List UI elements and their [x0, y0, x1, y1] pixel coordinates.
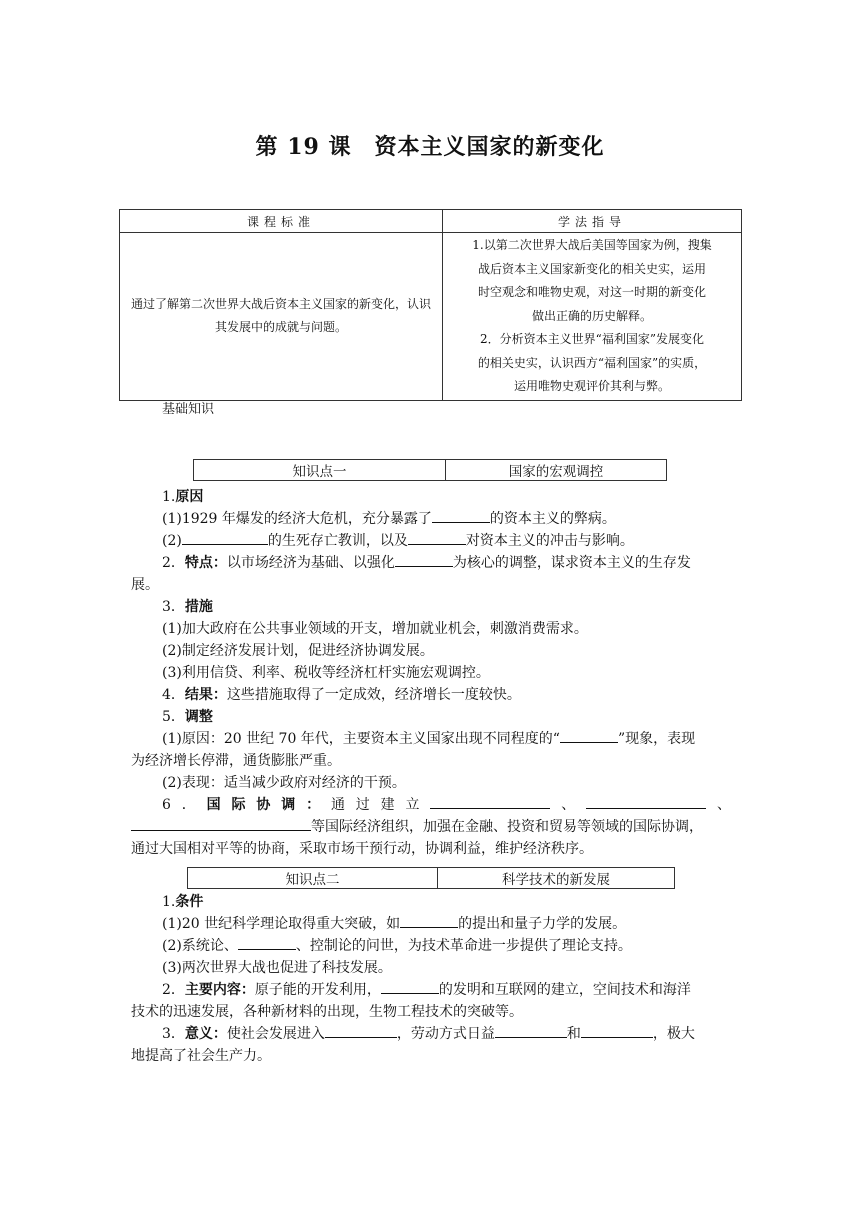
knowledge-point-1-topic: 国家的宏观调控 — [446, 460, 667, 481]
para: (2)制定经济发展计划，促进经济协调发展。 — [162, 643, 434, 659]
curriculum-standard-text: 通过了解第二次世界大战后资本主义国家的新变化，认识其发展中的成就与问题。 — [120, 233, 443, 401]
fill-blank[interactable] — [581, 1023, 653, 1038]
guide-line: 战后资本主义国家新变化的相关史实，运用 — [477, 261, 706, 276]
knowledge-point-2-topic: 科学技术的新发展 — [438, 868, 675, 889]
fill-blank[interactable] — [381, 979, 439, 994]
para: 2．主要内容：原子能的开发利用， 的发明和互联网的建立，空间技术和海洋 — [131, 979, 731, 1001]
fill-blank[interactable] — [238, 935, 296, 950]
fill-blank[interactable] — [495, 1023, 567, 1038]
para: 地提高了社会生产力。 — [131, 1048, 271, 1064]
header-curriculum-standard: 课程标准 — [120, 210, 443, 233]
para: 2．特点：以市场经济为基础、以强化 为核心的调整，谋求资本主义的生存发 — [131, 552, 731, 574]
para-international-coordination: 6 ． 国 际 协 调 ： 通 过 建 立 、 、 — [131, 794, 731, 816]
guide-line: 的相关史实，认识西方“福利国家”的实质， — [477, 355, 707, 370]
para: (1)20 世纪科学理论取得重大突破，如 的提出和量子力学的发展。 — [131, 913, 731, 935]
fill-blank[interactable] — [408, 530, 466, 545]
para: 等国际经济组织，加强在金融、投资和贸易等领域的国际协调， — [131, 816, 731, 838]
basic-knowledge-label: 基础知识 — [162, 402, 215, 417]
heading-reason: 1.原因 — [162, 489, 204, 505]
knowledge-point-1-label: 知识点一 — [194, 460, 446, 481]
fill-blank[interactable] — [430, 794, 550, 809]
para: (1)原因：20 世纪 70 年代，主要资本主义国家出现不同程度的“ ”现象，表现 — [131, 728, 731, 750]
para: 通过大国相对平等的协商，采取市场干预行动，协调利益，维护经济秩序。 — [131, 841, 593, 857]
para: (1)加大政府在公共事业领域的开支，增加就业机会，刺激消费需求。 — [162, 621, 588, 637]
fill-blank[interactable] — [182, 530, 268, 545]
guide-line: 运用唯物史观评价其利与弊。 — [513, 379, 670, 393]
fill-blank[interactable] — [325, 1023, 397, 1038]
page-title: 第 19 课 资本主义国家的新变化 — [255, 134, 605, 160]
guide-line: 做出正确的历史解释。 — [531, 308, 652, 323]
fill-blank[interactable] — [395, 552, 453, 567]
fill-blank[interactable] — [400, 913, 458, 928]
para: 技术的迅速发展，各种新材料的出现，生物工程技术的突破等。 — [131, 1004, 523, 1020]
knowledge-point-2-box — [187, 867, 675, 889]
knowledge-point-1-box — [193, 459, 667, 481]
fill-blank[interactable] — [131, 816, 311, 831]
heading-adjustment: 5．调整 — [162, 709, 213, 725]
para: 为经济增长停滞，通货膨胀严重。 — [131, 753, 341, 769]
study-guide-text — [443, 233, 742, 401]
header-study-guide: 学法指导 — [443, 210, 742, 233]
fill-blank[interactable] — [586, 794, 706, 809]
fill-blank[interactable] — [560, 728, 618, 743]
para: (3)两次世界大战也促进了科技发展。 — [162, 960, 392, 976]
fill-blank[interactable] — [432, 508, 490, 523]
curriculum-table — [119, 209, 742, 401]
para: 展。 — [131, 577, 159, 593]
para: (2)表现：适当减少政府对经济的干预。 — [162, 775, 406, 791]
guide-line: 2．分析资本主义世界“福利国家”发展变化 — [480, 332, 704, 346]
knowledge-point-2-label: 知识点二 — [188, 868, 438, 889]
para: (3)利用信贷、利率、税收等经济杠杆实施宏观调控。 — [162, 665, 490, 681]
guide-line: 时空观念和唯物史观，对这一时期的新变化 — [477, 285, 706, 299]
guide-line: 1.以第二次世界大战后美国等国家为例，搜集 — [472, 238, 712, 252]
heading-conditions: 1.条件 — [162, 894, 204, 910]
section-macro-control — [131, 486, 731, 860]
section-science-technology — [131, 891, 731, 1067]
para: 3．意义：使社会发展进入 ，劳动方式日益 和 ，极大 — [131, 1023, 731, 1045]
para: (1)1929 年爆发的经济大危机，充分暴露了 的资本主义的弊病。 — [131, 508, 731, 530]
para: (2) 的生死存亡教训，以及 对资本主义的冲击与影响。 — [131, 530, 731, 552]
heading-measures: 3．措施 — [162, 599, 213, 615]
para: 4．结果：这些措施取得了一定成效，经济增长一度较快。 — [162, 687, 521, 703]
para: (2)系统论、 、控制论的问世，为技术革命进一步提供了理论支持。 — [131, 935, 731, 957]
